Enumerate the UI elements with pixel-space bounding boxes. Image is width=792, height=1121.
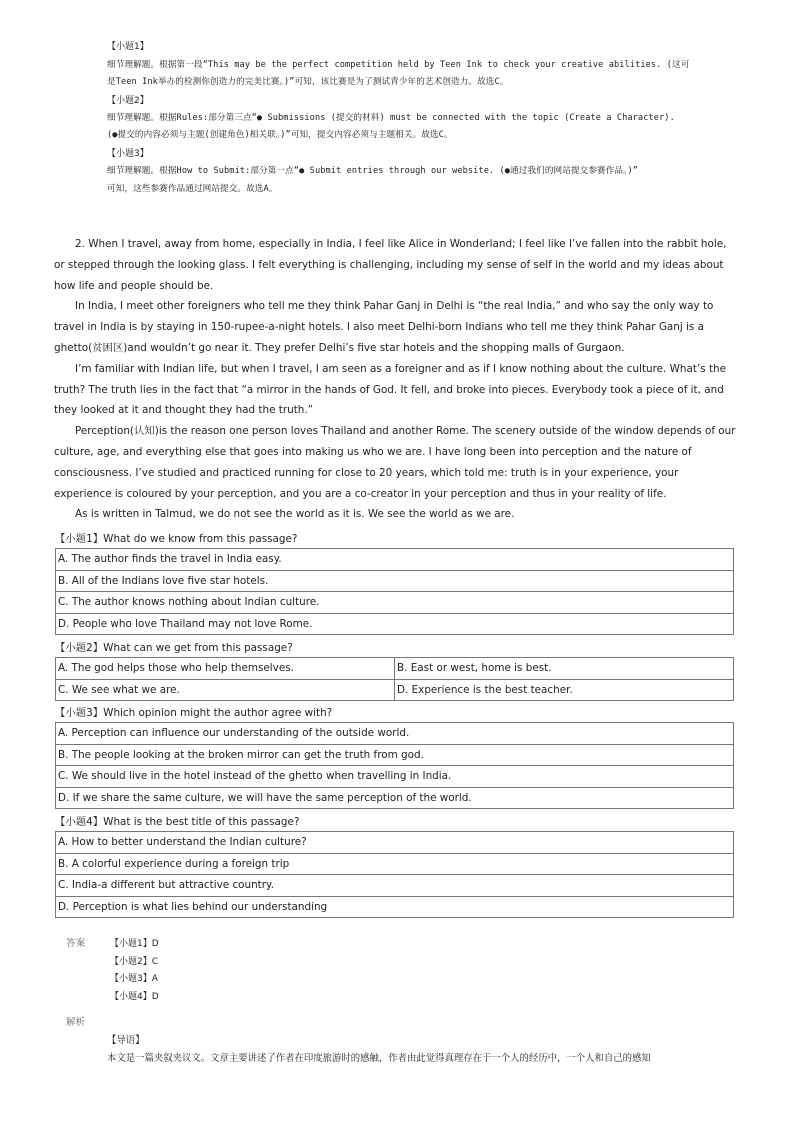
question-3-options — [55, 722, 734, 809]
question-2-option-a[interactable]: A. The god helps those who help themselves. — [56, 658, 395, 680]
question-1-options — [55, 548, 734, 635]
question-1-option-d[interactable]: D. People who love Thailand may not love Rome. — [56, 613, 734, 635]
answer-item-2: 【小题2】C — [110, 957, 159, 967]
question-1-stem: 【小题1】What do we know from this passage? — [55, 533, 298, 545]
question-4-option-b[interactable]: B. A colorful experience during a foreign trip — [56, 853, 734, 875]
question-3-stem: 【小题3】Which opinion might the author agree with? — [55, 707, 333, 719]
passage-paragraph-1: 2. When I travel, away from home, especially in India, I feel like Alice in Wonderland; I feel like I’ve fallen into the rabbit hole, or stepped through the looking glass. I felt everything is challenging, including my sense of self in the world and my ideas about how life and people should be. — [54, 238, 727, 292]
answer-item-4: 【小题4】D — [110, 992, 159, 1002]
question-1-option-b[interactable]: B. All of the Indians love five star hotels. — [56, 570, 734, 592]
answer-label: 答案 — [66, 938, 86, 949]
explanation-3-line-1: 细节理解题。根据How to Submit:部分第一点“● Submit entries through our website. (●通过我们的网站提交参赛作品。)” — [107, 166, 639, 176]
answer-item-1: 【小题1】D — [110, 939, 159, 949]
question-1-option-a[interactable]: A. The author finds the travel in India easy. — [56, 549, 734, 571]
passage-paragraph-5: As is written in Talmud, we do not see the world as it is. We see the world as we are. — [75, 508, 515, 521]
question-2-stem: 【小题2】What can we get from this passage? — [55, 642, 293, 654]
passage-paragraph-3: I’m familiar with Indian life, but when I travel, I am seen as a foreigner and as if I know nothing about the culture. What’s the truth? The truth lies in the fact that “a mirror in the hands of God. It fell, and broke into pieces. Everybody took a piece of it, and they looked at it and thought they had the truth.” — [54, 362, 727, 417]
question-4-stem: 【小题4】What is the best title of this passage? — [55, 816, 300, 828]
passage-paragraph-2: In India, I meet other foreigners who tell me they think Pahar Ganj in Delhi is “the real India,” and who say the only way to travel in India is by staying in 150-rupee-a-night hotels. I also meet Delhi-born Indians who tell me they think Pahar Ganj is a ghetto(贫困区)and wouldn’t go near it. They prefer Delhi’s five star hotels and the shopping malls of Gurgaon. — [54, 300, 714, 354]
question-4-options — [55, 831, 734, 918]
analysis-label: 解析 — [66, 1017, 86, 1028]
question-4-option-a[interactable]: A. How to better understand the Indian culture? — [56, 832, 734, 854]
question-1-option-c[interactable]: C. The author knows nothing about Indian culture. — [56, 592, 734, 614]
question-3-option-b[interactable]: B. The people looking at the broken mirror can get the truth from god. — [56, 744, 734, 766]
question-3-option-a[interactable]: A. Perception can influence our understanding of the outside world. — [56, 723, 734, 745]
explanation-2-line-1: 细节理解题。根据Rules:部分第三点“● Submissions (提交的材料) must be connected with the topic (Create a Character). — [107, 113, 675, 123]
sub-question-2-tag: 【小题2】 — [107, 96, 149, 106]
question-4-option-c[interactable]: C. India-a different but attractive country. — [56, 875, 734, 897]
explanation-1-line-1: 细节理解题。根据第一段“This may be the perfect competition held by Teen Ink to check your creative abilities. (这可 — [107, 60, 690, 70]
question-3-option-c[interactable]: C. We should live in the hotel instead of the ghetto when travelling in India. — [56, 766, 734, 788]
question-2-option-c[interactable]: C. We see what we are. — [56, 679, 395, 701]
explanation-3-line-2: 可知，这些参赛作品通过网站提交。故选A。 — [107, 184, 278, 194]
question-2-options — [55, 657, 734, 701]
sub-question-1-tag: 【小题1】 — [107, 42, 149, 52]
question-2-option-b[interactable]: B. East or west, home is best. — [395, 658, 734, 680]
explanation-1-line-2: 是Teen Ink举办的检测你创造力的完美比赛。)”可知，该比赛是为了测试青少年的艺术创造力。故选C。 — [107, 77, 509, 87]
explanation-2-line-2: (●提交的内容必须与主题(创建角色)相关联。)”可知，提交内容必须与主题相关。故选C。 — [107, 130, 453, 140]
answer-item-3: 【小题3】A — [110, 974, 158, 984]
question-3-option-d[interactable]: D. If we share the same culture, we will have the same perception of the world. — [56, 787, 734, 809]
sub-question-3-tag: 【小题3】 — [107, 149, 149, 159]
passage-paragraph-4: Perception(认知)is the reason one person loves Thailand and another Rome. The scenery outside of the window depends of our culture, age, and everything else that goes into making us who we are. I have long been into perception and the nature of consciousness. I’ve studied and practiced running for close to 20 years, which told me: truth is in your experience, your experience is coloured by your perception, and you are a co-creator in your perception and thus in your reality of life. — [54, 425, 736, 500]
reading-passage — [54, 234, 736, 525]
question-2-option-d[interactable]: D. Experience is the best teacher. — [395, 679, 734, 701]
analysis-guide-text: 本文是一篇夹叙夹议文。文章主要讲述了作者在印度旅游时的感触，作者由此觉得真理存在于一个人的经历中，一个人和自己的感知 — [107, 1053, 651, 1064]
analysis-guide-tag: 【导语】 — [107, 1035, 145, 1046]
question-4-option-d[interactable]: D. Perception is what lies behind our understanding — [56, 896, 734, 918]
